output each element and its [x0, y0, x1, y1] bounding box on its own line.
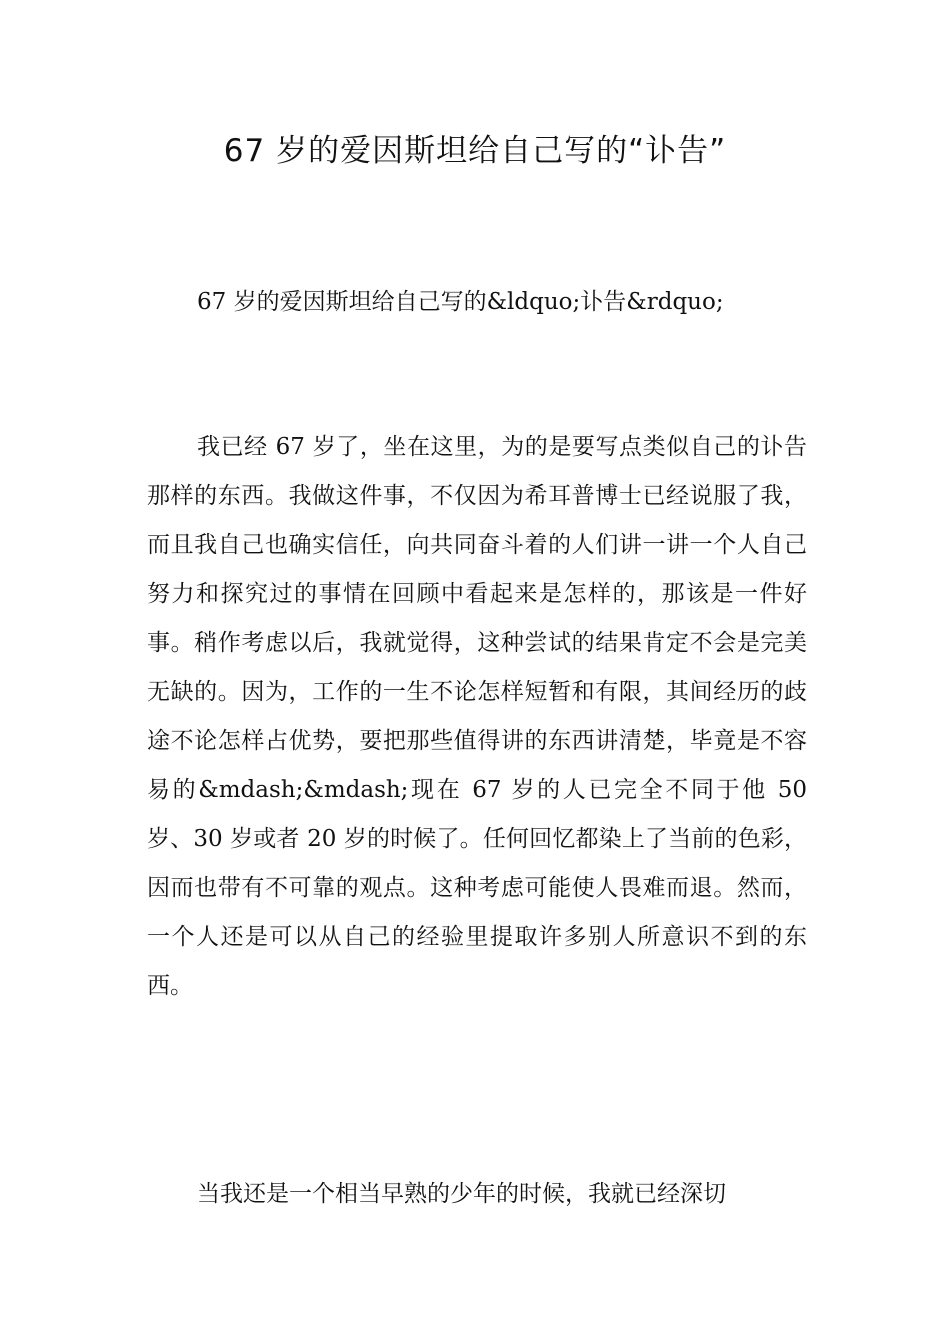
body-paragraph: 当我还是一个相当早熟的少年的时候，我就已经深切 — [197, 1181, 726, 1207]
document-subtitle: 67 岁的爱因斯坦给自己写的&ldquo;讣告&rdquo; — [197, 289, 724, 315]
document-title: 67 岁的爱因斯坦给自己写的“讣告” — [223, 133, 727, 169]
body-paragraph: 我已经 67 岁了，坐在这里，为的是要写点类似自己的讣告那样的东西。我做这件事，不仅因为希耳普博士已经说服了我，而且我自己也确实信任，向共同奋斗着的人们讲一讲一个人自己努力和探究过的事情在回顾中看起来是怎样的，那该是一件好事。稍作考虑以后，我就觉得，这种尝试的结果肯定不会是完美无缺的。因为，工作的一生不论怎样短暂和有限，其间经历的歧途不论怎样占优势，要把那些值得讲的东西讲清楚，毕竟是不容易的&mdash;&mdash;现在 67 岁的人已完全不同于他 50 岁、30 岁或者 20 岁的时候了。任何回忆都染上了当前的色彩，因而也带有不可靠的观点。这种考虑可能使人畏难而退。然而，一个人还是可以从自己的经验里提取许多别人所意识不到的东西。 — [147, 434, 807, 999]
